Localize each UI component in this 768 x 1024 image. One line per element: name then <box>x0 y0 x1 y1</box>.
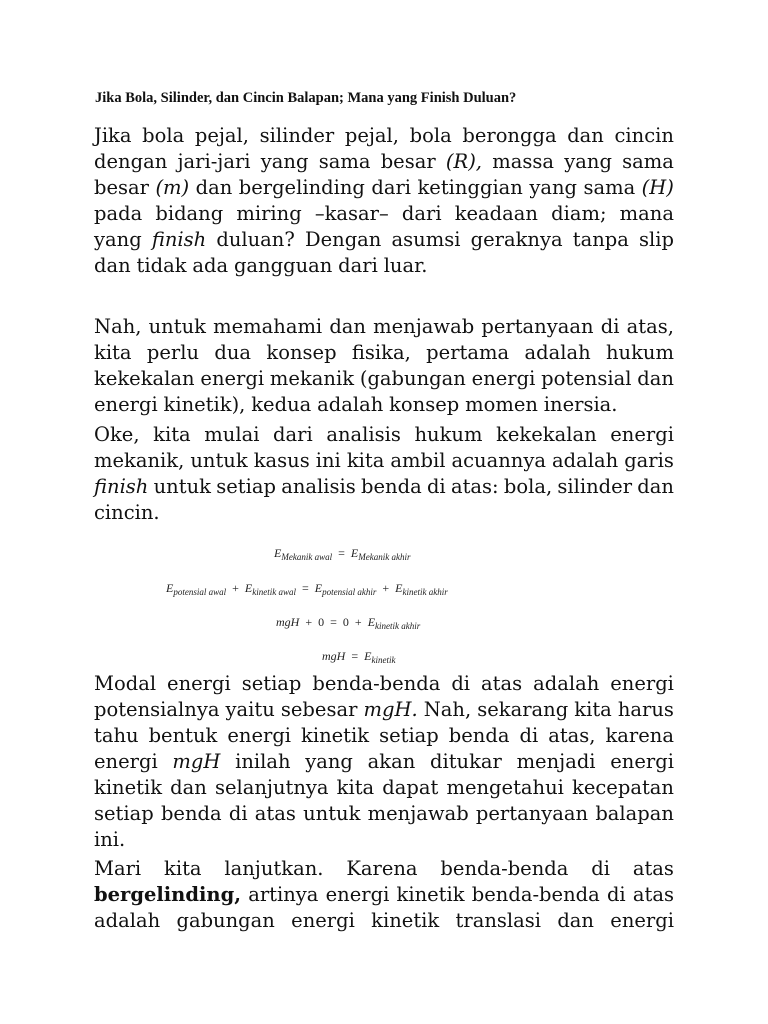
word: Jika <box>94 124 132 147</box>
text-line <box>94 123 674 149</box>
paragraph-rolling <box>94 856 674 934</box>
word: di <box>426 475 446 498</box>
word: benda-benda <box>312 672 441 695</box>
word: konsep <box>266 341 337 364</box>
word: harus <box>617 698 674 721</box>
text-line <box>94 448 674 474</box>
word: kita <box>346 449 385 472</box>
word: atas <box>632 883 674 906</box>
word: di <box>451 672 471 695</box>
article-title: Jika Bola, Silinder, dan Cincin Balapan; Mana yang Finish Duluan? <box>95 90 517 106</box>
word: karena <box>605 724 674 747</box>
word: dan <box>94 254 131 277</box>
word: mgH <box>172 750 221 773</box>
text-line <box>94 422 674 448</box>
word: tahu <box>94 724 139 747</box>
text-line <box>94 723 674 749</box>
word: memahami <box>213 315 323 338</box>
word: keadaan <box>454 202 538 225</box>
word: ada <box>192 254 229 277</box>
word: energi <box>94 750 158 773</box>
word: sama <box>622 150 674 173</box>
word: sama <box>318 150 371 173</box>
word: luar. <box>383 254 428 277</box>
text-line <box>94 175 674 201</box>
word: perlu <box>146 341 200 364</box>
word: untuk <box>303 802 361 825</box>
word: atas <box>632 857 674 880</box>
word: untuk <box>190 449 248 472</box>
word: ini. <box>94 828 126 851</box>
word: kekekalan <box>496 423 597 446</box>
word: ini <box>315 449 341 472</box>
word: pertanyaan <box>481 315 594 338</box>
word: dan <box>170 776 207 799</box>
word: finish <box>151 228 207 251</box>
word: sama <box>583 176 636 199</box>
word: kekekalan <box>94 367 195 390</box>
text-line <box>94 908 674 934</box>
paragraph-potential-energy <box>94 671 674 853</box>
word: pejal, <box>344 124 399 147</box>
word: potensialnya <box>94 698 220 721</box>
text-line <box>94 474 674 500</box>
word: pertanyaan <box>475 802 589 825</box>
paragraph-concepts <box>94 314 674 418</box>
word: mgH. <box>363 698 418 721</box>
word: untuk <box>148 315 206 338</box>
word: lanjutkan. <box>224 857 324 880</box>
text-line <box>94 366 674 392</box>
word: di <box>600 315 620 338</box>
word: besar <box>380 150 436 173</box>
word: Modal <box>94 672 157 695</box>
word: atas, <box>626 315 674 338</box>
word: kecepatan <box>572 776 674 799</box>
text-line <box>94 340 674 366</box>
text-line <box>94 392 674 418</box>
word: konsep <box>389 393 460 416</box>
word: dari <box>273 423 313 446</box>
word: gangguan <box>233 254 333 277</box>
word: diam; <box>551 202 607 225</box>
word: silinder <box>259 124 335 147</box>
paragraph-analysis <box>94 422 674 526</box>
word: kinetik <box>94 776 163 799</box>
text-line <box>94 149 674 175</box>
text-line <box>94 827 674 853</box>
word: Oke, <box>94 423 140 446</box>
word: kedua <box>251 393 312 416</box>
word: yang <box>529 176 577 199</box>
word: besar <box>94 176 149 199</box>
word: finish <box>94 475 149 498</box>
word: kita <box>164 857 202 880</box>
word: adalah <box>533 672 600 695</box>
word: setiap <box>216 475 276 498</box>
word: selanjutnya <box>214 776 329 799</box>
text-line <box>94 500 674 526</box>
word: massa <box>492 150 555 173</box>
text-line <box>94 253 674 279</box>
word: cincin. <box>94 501 160 524</box>
word: Karena <box>346 857 418 880</box>
word: adalah <box>317 393 384 416</box>
word: energi <box>610 909 674 932</box>
word: yang <box>305 750 353 773</box>
text-line <box>94 856 674 882</box>
word: kinetik <box>396 883 465 906</box>
word: Nah, <box>94 315 142 338</box>
text-line <box>94 314 674 340</box>
word: (gabungan <box>359 367 466 390</box>
word: sekarang <box>477 698 569 721</box>
word: dan <box>195 176 233 199</box>
word: energi <box>325 883 390 906</box>
word: kasus <box>253 449 310 472</box>
word: potensial <box>541 367 632 390</box>
word: inersia. <box>543 393 618 416</box>
word: setiap <box>379 724 439 747</box>
equation-mechanical-energy: $E_{Mekanik awal} = E_{Mekanik akhir}$ <box>274 546 411 562</box>
word: dan <box>329 315 366 338</box>
word: energi <box>94 393 158 416</box>
word: di <box>519 724 539 747</box>
word: duluan? <box>216 228 295 251</box>
word: dua <box>214 341 252 364</box>
word: dengan <box>94 150 168 173</box>
word: di <box>606 883 626 906</box>
word: atas, <box>548 724 596 747</box>
word: dari <box>338 254 378 277</box>
text-line <box>94 749 674 775</box>
word: kita <box>153 423 191 446</box>
word: jari-jari <box>177 150 251 173</box>
word: benda <box>361 475 422 498</box>
word: bergelinding, <box>94 883 241 906</box>
text-line <box>94 671 674 697</box>
word: adalah <box>552 449 619 472</box>
word: miring <box>236 202 302 225</box>
word: gabungan <box>176 909 275 932</box>
word: menjawab <box>367 802 469 825</box>
word: sebesar <box>280 698 358 721</box>
word: berongga <box>462 124 557 147</box>
word: ditukar <box>429 750 502 773</box>
word: tidak <box>136 254 187 277</box>
word: atas <box>481 672 523 695</box>
word: energi <box>610 423 674 446</box>
word: analisis <box>326 423 401 446</box>
text-line <box>94 775 674 801</box>
word: bola <box>142 124 185 147</box>
word: asumsi <box>391 228 461 251</box>
word: adalah <box>94 909 161 932</box>
text-line <box>94 697 674 723</box>
word: kinetik <box>301 724 370 747</box>
word: fisika, <box>351 341 411 364</box>
word: geraknya <box>470 228 563 251</box>
word: (m) <box>155 176 190 199</box>
text-line <box>94 801 674 827</box>
word: kita <box>336 776 375 799</box>
text-line <box>94 882 674 908</box>
word: yang <box>94 228 142 251</box>
word: (H) <box>641 176 674 199</box>
word: atas <box>254 802 296 825</box>
word: benda-benda <box>471 883 600 906</box>
word: dan <box>567 124 604 147</box>
word: energi <box>291 909 355 932</box>
word: mana <box>619 202 674 225</box>
word: garis <box>624 449 674 472</box>
word: artinya <box>248 883 319 906</box>
word: di <box>228 802 248 825</box>
word: Nah, <box>423 698 472 721</box>
word: energi <box>610 672 674 695</box>
paragraph-question <box>94 123 674 279</box>
word: menjawab <box>373 315 475 338</box>
word: kita <box>574 698 612 721</box>
word: energi <box>471 367 536 390</box>
word: Dengan <box>304 228 382 251</box>
word: menjadi <box>516 750 596 773</box>
word: dan <box>557 909 594 932</box>
word: benda <box>160 802 222 825</box>
word: balapan <box>595 802 674 825</box>
word: dapat <box>382 776 439 799</box>
word: yaitu <box>225 698 275 721</box>
word: di <box>591 857 610 880</box>
word: adalah <box>524 341 591 364</box>
word: mekanik, <box>94 449 185 472</box>
word: pada <box>94 202 143 225</box>
word: ambil <box>390 449 446 472</box>
word: inilah <box>235 750 291 773</box>
word: hukum <box>414 423 483 446</box>
word: energi <box>200 367 265 390</box>
word: yang <box>260 150 309 173</box>
word: setiap <box>94 802 154 825</box>
word: tanpa <box>572 228 629 251</box>
word: analisis <box>281 475 356 498</box>
word: dari <box>371 176 412 199</box>
word: pertama <box>426 341 510 364</box>
word: kinetik), <box>163 393 246 416</box>
word: silinder <box>557 475 633 498</box>
word: hukum <box>605 341 674 364</box>
word: energi <box>610 750 674 773</box>
word: momen <box>465 393 538 416</box>
word: mekanik <box>269 367 355 390</box>
word: benda <box>448 724 510 747</box>
word: mulai <box>204 423 260 446</box>
word: bola, <box>503 475 553 498</box>
word: energi <box>227 724 292 747</box>
word: ketinggian <box>417 176 523 199</box>
word: bidang <box>155 202 224 225</box>
word: dan <box>637 367 674 390</box>
word: mengetahui <box>446 776 564 799</box>
word: (R), <box>445 150 483 173</box>
word: untuk <box>153 475 211 498</box>
word: bola <box>409 124 452 147</box>
word: Mari <box>94 857 142 880</box>
word: dan <box>637 475 674 498</box>
word: setiap <box>241 672 302 695</box>
word: –kasar– <box>314 202 389 225</box>
equation-result: mgH = $E_{kinetik}$ <box>322 649 396 665</box>
word: slip <box>639 228 674 251</box>
word: energi <box>167 672 231 695</box>
word: cincin <box>614 124 674 147</box>
word: kinetik <box>371 909 440 932</box>
word: dari <box>401 202 442 225</box>
word: atas: <box>450 475 499 498</box>
word: pejal, <box>194 124 249 147</box>
text-line <box>94 227 674 253</box>
equation-substitution: mgH + $0 = 0 + E_{kinetik akhir}$ <box>276 615 421 631</box>
word: bentuk <box>148 724 218 747</box>
word: acuannya <box>451 449 546 472</box>
text-line <box>94 201 674 227</box>
equation-energy-components: $E_{potensial awal} + E_{kinetik awal} = E_{potensial akhir} + E_{kinetik akhir}$ <box>166 581 448 597</box>
word: akan <box>367 750 416 773</box>
word: kita <box>94 341 132 364</box>
word: translasi <box>455 909 541 932</box>
word: benda-benda <box>440 857 569 880</box>
word: bergelinding <box>238 176 365 199</box>
word: yang <box>564 150 612 173</box>
